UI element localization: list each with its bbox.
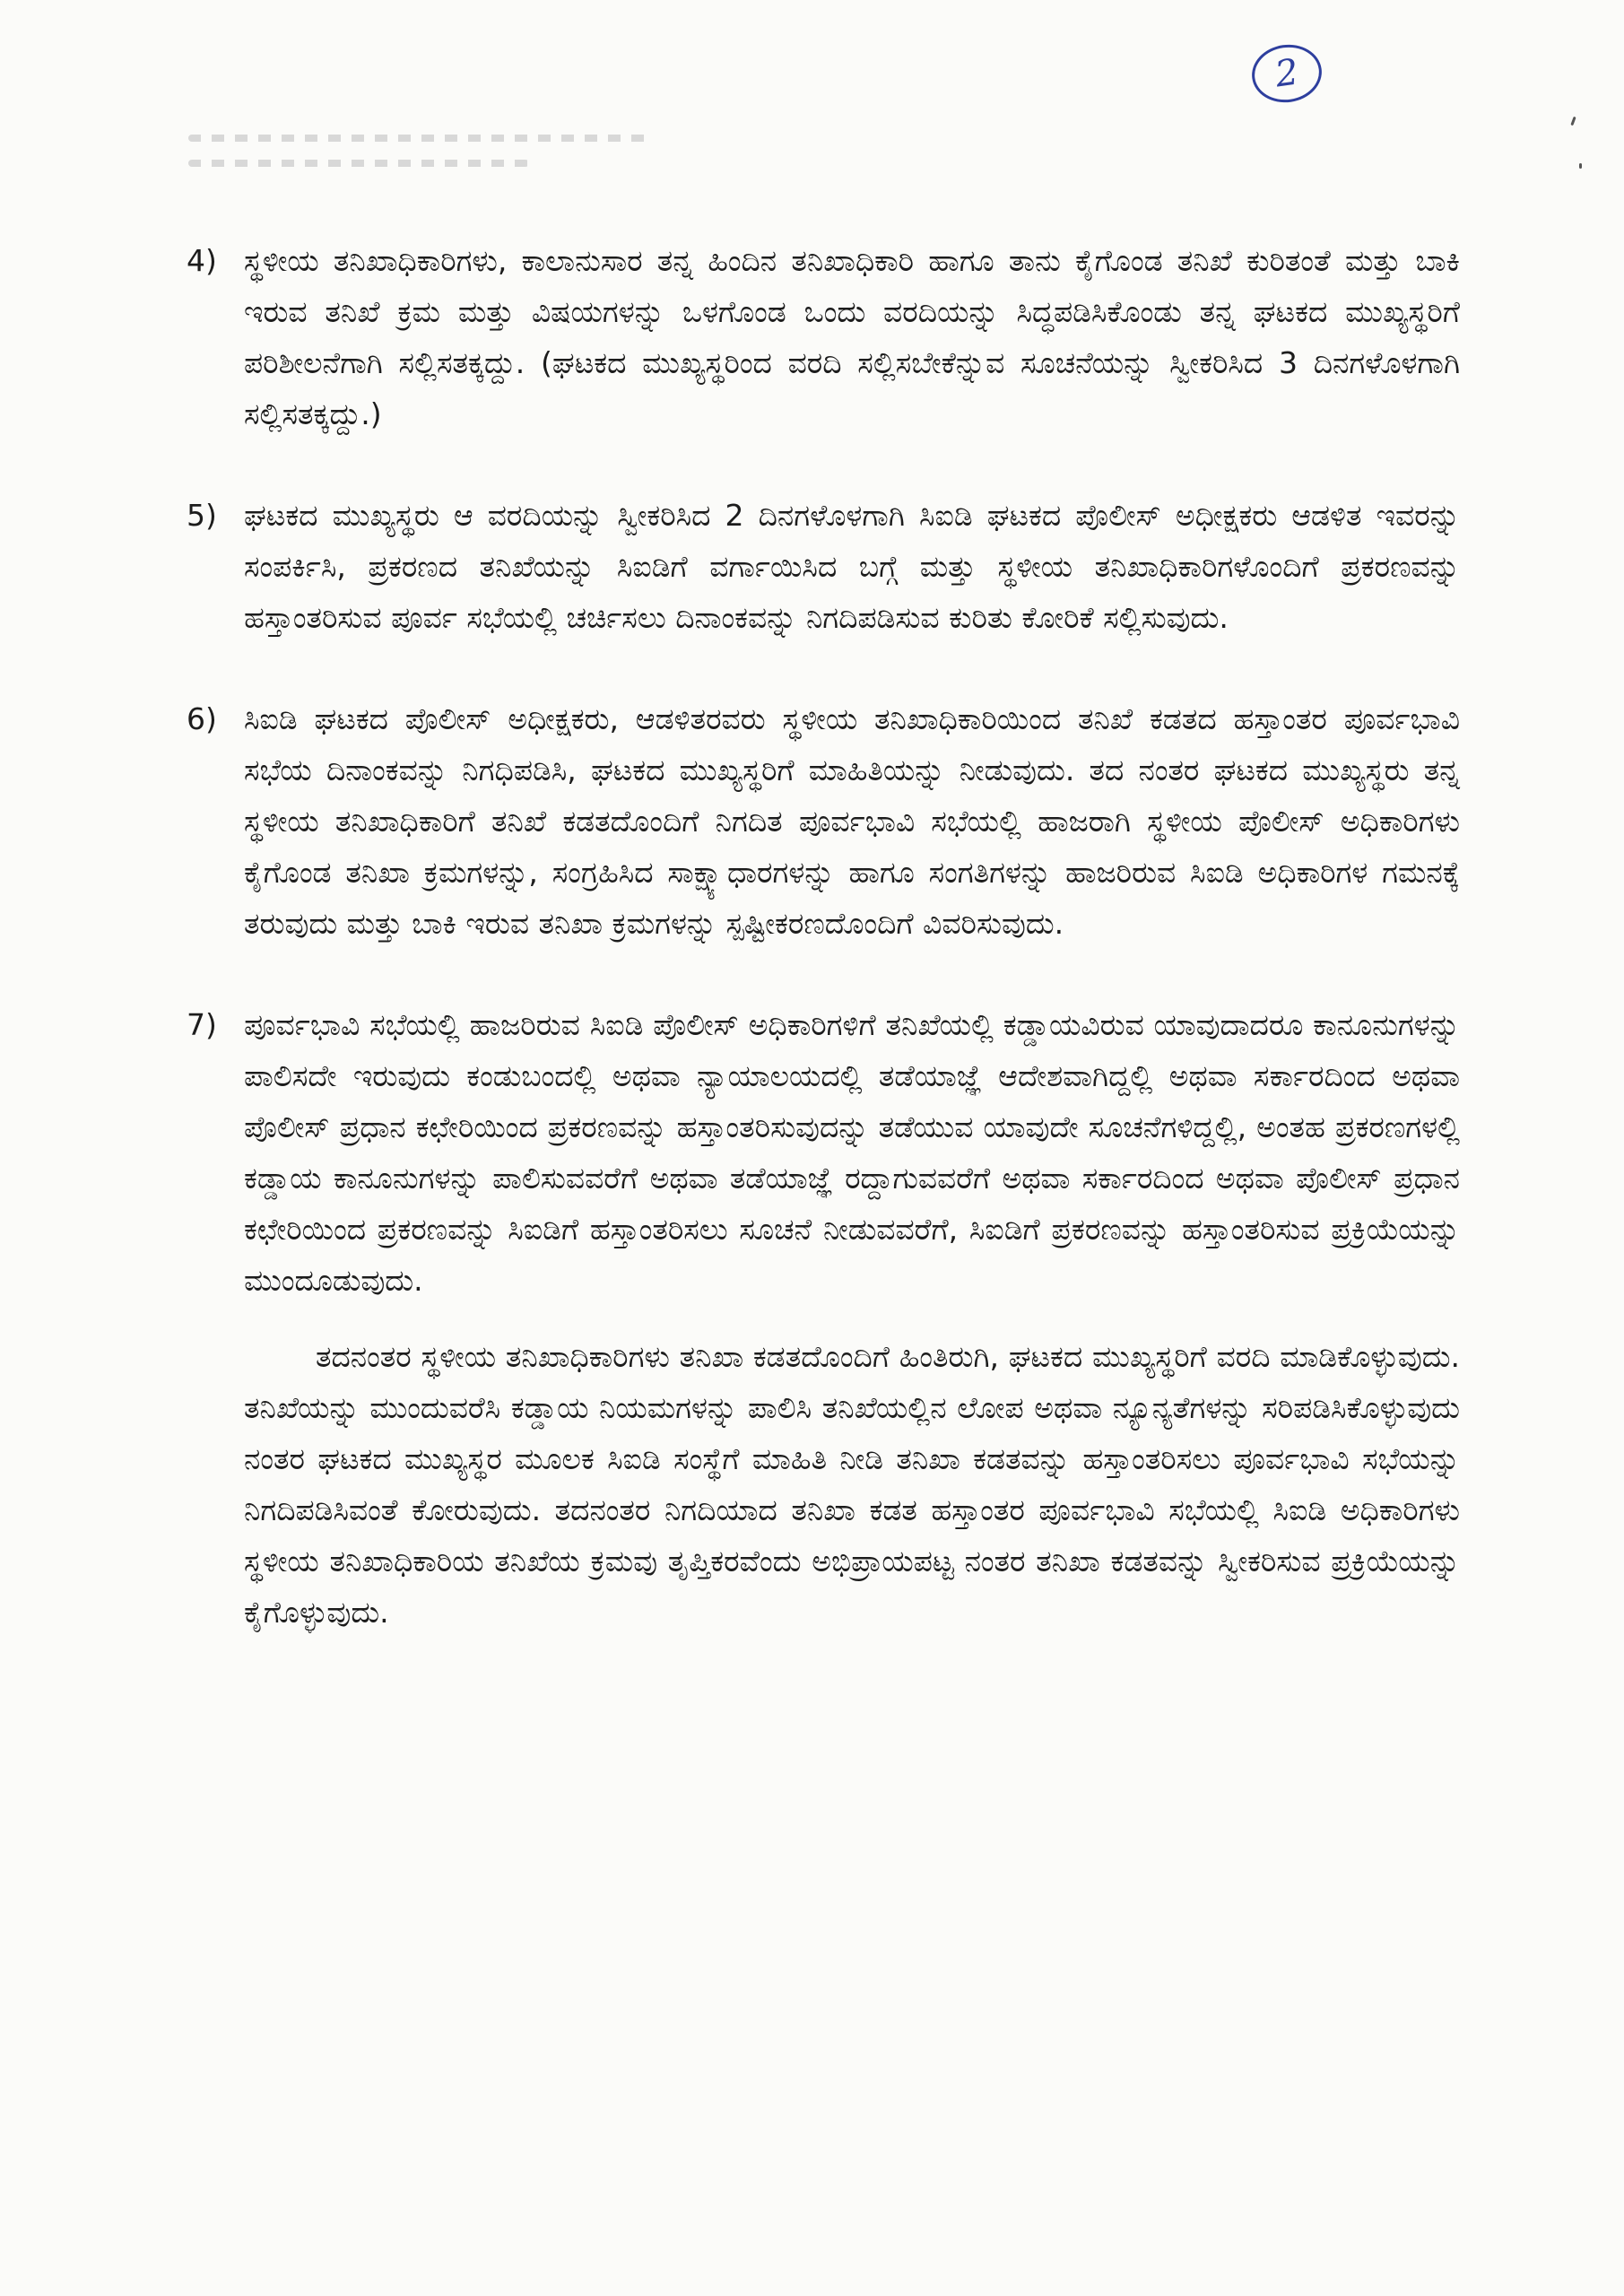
item-text: ಪೂರ್ವಭಾವಿ ಸಭೆಯಲ್ಲಿ ಹಾಜರಿರುವ ಸಿಐಡಿ ಪೊಲೀಸ್ ಅಧಿಕಾರಿಗಳಿಗೆ ತನಿಖೆಯಲ್ಲಿ ಕಡ್ಡಾಯವಿರುವ ಯಾವುದಾದರೂ ಕಾನೂನುಗಳನ್ನು ಪಾಲಿಸದೇ ಇರುವುದು ಕಂಡುಬಂದಲ್ಲಿ ಅಥವಾ ನ್ಯಾಯಾಲಯದಲ್ಲಿ ತಡೆಯಾಜ್ಞೆ ಆದೇಶವಾಗಿದ್ದಲ್ಲಿ ಅಥವಾ ಸರ್ಕಾರದಿಂದ ಅಥವಾ ಪೊಲೀಸ್ ಪ್ರಧಾನ ಕಛೇರಿಯಿಂದ ಪ್ರಕರಣವನ್ನು ಹಸ್ತಾಂತರಿಸುವುದನ್ನು ತಡೆಯುವ ಯಾವುದೇ ಸೂಚನೆಗಳಿದ್ದಲ್ಲಿ, ಅಂತಹ ಪ್ರಕರಣಗಳಲ್ಲಿ ಕಡ್ಡಾಯ ಕಾನೂನುಗಳನ್ನು ಪಾಲಿಸುವವರೆಗೆ ಅಥವಾ ತಡೆಯಾಜ್ಞೆ ರದ್ದಾಗುವವರೆಗೆ ಅಥವಾ ಸರ್ಕಾರದಿಂದ ಅಥವಾ ಪೊಲೀಸ್ ಪ್ರಧಾನ ಕಛೇರಿಯಿಂದ ಪ್ರಕರಣವನ್ನು ಸಿಐಡಿಗೆ ಹಸ್ತಾಂತರಿಸಲು ಸೂಚನೆ ನೀಡುವವರೆಗೆ, ಸಿಐಡಿಗೆ ಪ್ರಕರಣವನ್ನು ಹಸ್ತಾಂತರಿಸುವ ಪ್ರಕ್ರಿಯೆಯನ್ನು ಮುಂದೂಡುವುದು. — [244, 1007, 1460, 1298]
item-number: 5) — [187, 498, 217, 533]
list-item — [187, 490, 1460, 643]
handwritten-page-number: 2 — [1248, 40, 1325, 107]
item-number: 6) — [187, 701, 217, 736]
document-body — [187, 235, 1460, 1638]
closing-paragraph: ತದನಂತರ ಸ್ಥಳೀಯ ತನಿಖಾಧಿಕಾರಿಗಳು ತನಿಖಾ ಕಡತದೊಂದಿಗೆ ಹಿಂತಿರುಗಿ, ಘಟಕದ ಮುಖ್ಯಸ್ಥರಿಗೆ ವರದಿ ಮಾಡಿಕೊಳ್ಳುವುದು. ತನಿಖೆಯನ್ನು ಮುಂದುವರೆಸಿ ಕಡ್ಡಾಯ ನಿಯಮಗಳನ್ನು ಪಾಲಿಸಿ ತನಿಖೆಯಲ್ಲಿನ ಲೋಪ ಅಥವಾ ನ್ಯೂನ್ಯತೆಗಳನ್ನು ಸರಿಪಡಿಸಿಕೊಳ್ಳುವುದು ನಂತರ ಘಟಕದ ಮುಖ್ಯಸ್ಥರ ಮೂಲಕ ಸಿಐಡಿ ಸಂಸ್ಥೆಗೆ ಮಾಹಿತಿ ನೀಡಿ ತನಿಖಾ ಕಡತವನ್ನು ಹಸ್ತಾಂತರಿಸಲು ಪೂರ್ವಭಾವಿ ಸಭೆಯನ್ನು ನಿಗದಿಪಡಿಸಿವಂತೆ ಕೋರುವುದು. ತದನಂತರ ನಿಗದಿಯಾದ ತನಿಖಾ ಕಡತ ಹಸ್ತಾಂತರ ಪೂರ್ವಭಾವಿ ಸಭೆಯಲ್ಲಿ ಸಿಐಡಿ ಅಧಿಕಾರಿಗಳು ಸ್ಥಳೀಯ ತನಿಖಾಧಿಕಾರಿಯ ತನಿಖೆಯ ಕ್ರಮವು ತೃಪ್ತಿಕರವೆಂದು ಅಭಿಪ್ರಾಯಪಟ್ಟ ನಂತರ ತನಿಖಾ ಕಡತವನ್ನು ಸ್ವೀಕರಿಸುವ ಪ್ರಕ್ರಿಯೆಯನ್ನು ಕೈಗೊಳ್ಳುವುದು. — [244, 1339, 1460, 1630]
item-number: 7) — [187, 1007, 217, 1042]
margin-marks — [1552, 108, 1624, 188]
list-item — [187, 235, 1460, 439]
item-text: ಘಟಕದ ಮುಖ್ಯಸ್ಥರು ಆ ವರದಿಯನ್ನು ಸ್ವೀಕರಿಸಿದ 2 ದಿನಗಳೊಳಗಾಗಿ ಸಿಐಡಿ ಘಟಕದ ಪೊಲೀಸ್ ಅಧೀಕ್ಷಕರು ಆಡಳಿತ ಇವರನ್ನು ಸಂಪರ್ಕಿಸಿ, ಪ್ರಕರಣದ ತನಿಖೆಯನ್ನು ಸಿಐಡಿಗೆ ವರ್ಗಾಯಿಸಿದ ಬಗ್ಗೆ ಮತ್ತು ಸ್ಥಳೀಯ ತನಿಖಾಧಿಕಾರಿಗಳೊಂದಿಗೆ ಪ್ರಕರಣವನ್ನು ಹಸ್ತಾಂತರಿಸುವ ಪೂರ್ವ ಸಭೆಯಲ್ಲಿ ಚರ್ಚಿಸಲು ದಿನಾಂಕವನ್ನು ನಿಗದಿಪಡಿಸುವ ಕುರಿತು ಕೋರಿಕೆ ಸಲ್ಲಿಸುವುದು. — [244, 498, 1460, 635]
item-text: ಸ್ಥಳೀಯ ತನಿಖಾಧಿಕಾರಿಗಳು, ಕಾಲಾನುಸಾರ ತನ್ನ ಹಿಂದಿನ ತನಿಖಾಧಿಕಾರಿ ಹಾಗೂ ತಾನು ಕೈಗೊಂಡ ತನಿಖೆ ಕುರಿತಂತೆ ಮತ್ತು ಬಾಕಿ ಇರುವ ತನಿಖೆ ಕ್ರಮ ಮತ್ತು ವಿಷಯಗಳನ್ನು ಒಳಗೊಂಡ ಒಂದು ವರದಿಯನ್ನು ಸಿದ್ಧಪಡಿಸಿಕೊಂಡು ತನ್ನ ಘಟಕದ ಮುಖ್ಯಸ್ಥರಿಗೆ ಪರಿಶೀಲನೆಗಾಗಿ ಸಲ್ಲಿಸತಕ್ಕದ್ದು. (ಘಟಕದ ಮುಖ್ಯಸ್ಥರಿಂದ ವರದಿ ಸಲ್ಲಿಸಬೇಕೆನ್ನುವ ಸೂಚನೆಯನ್ನು ಸ್ವೀಕರಿಸಿದ 3 ದಿನಗಳೊಳಗಾಗಿ ಸಲ್ಲಿಸತಕ್ಕದ್ದು.) — [244, 243, 1460, 431]
item-number: 4) — [187, 243, 217, 278]
list-item — [187, 999, 1460, 1306]
faded-header-stamp — [188, 135, 655, 197]
list-item — [187, 693, 1460, 949]
item-text: ಸಿಐಡಿ ಘಟಕದ ಪೊಲೀಸ್ ಅಧೀಕ್ಷಕರು, ಆಡಳಿತರವರು ಸ್ಥಳೀಯ ತನಿಖಾಧಿಕಾರಿಯಿಂದ ತನಿಖೆ ಕಡತದ ಹಸ್ತಾಂತರ ಪೂರ್ವಭಾವಿ ಸಭೆಯ ದಿನಾಂಕವನ್ನು ನಿಗಧಿಪಡಿಸಿ, ಘಟಕದ ಮುಖ್ಯಸ್ಥರಿಗೆ ಮಾಹಿತಿಯನ್ನು ನೀಡುವುದು. ತದ ನಂತರ ಘಟಕದ ಮುಖ್ಯಸ್ಥರು ತನ್ನ ಸ್ಥಳೀಯ ತನಿಖಾಧಿಕಾರಿಗೆ ತನಿಖೆ ಕಡತದೊಂದಿಗೆ ನಿಗದಿತ ಪೂರ್ವಭಾವಿ ಸಭೆಯಲ್ಲಿ ಹಾಜರಾಗಿ ಸ್ಥಳೀಯ ಪೊಲೀಸ್ ಅಧಿಕಾರಿಗಳು ಕೈಗೊಂಡ ತನಿಖಾ ಕ್ರಮಗಳನ್ನು, ಸಂಗ್ರಹಿಸಿದ ಸಾಕ್ಷ್ಯಾಧಾರಗಳನ್ನು ಹಾಗೂ ಸಂಗತಿಗಳನ್ನು ಹಾಜರಿರುವ ಸಿಐಡಿ ಅಧಿಕಾರಿಗಳ ಗಮನಕ್ಕೆ ತರುವುದು ಮತ್ತು ಬಾಕಿ ಇರುವ ತನಿಖಾ ಕ್ರಮಗಳನ್ನು ಸ್ಪಷ್ಟೀಕರಣದೊಂದಿಗೆ ವಿವರಿಸುವುದು. — [244, 701, 1460, 941]
